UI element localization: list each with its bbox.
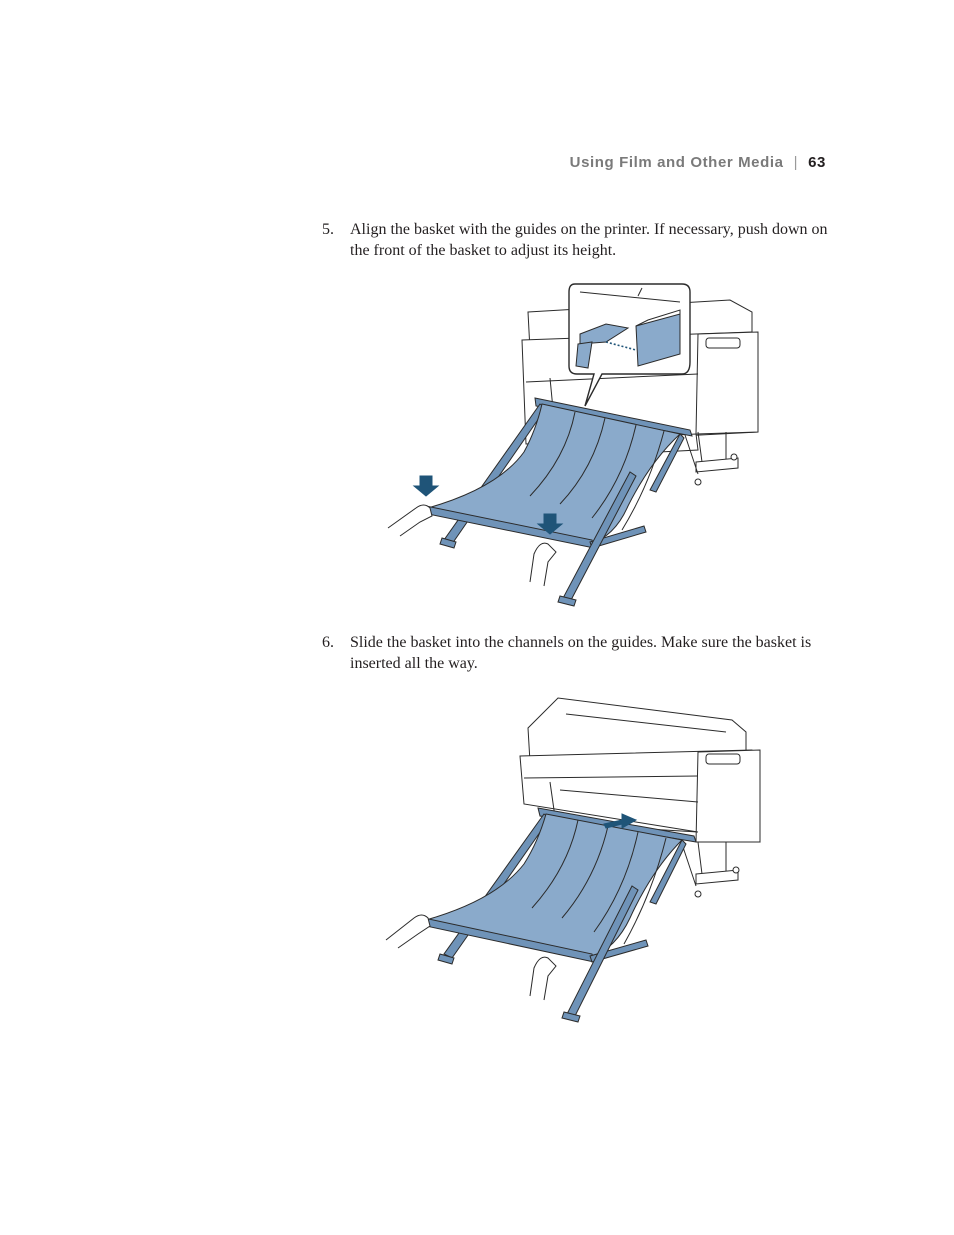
step-number: 6. — [322, 634, 334, 651]
running-header — [570, 154, 826, 171]
hand-right-icon — [530, 543, 556, 586]
header-separator: | — [793, 154, 799, 171]
step-6 — [322, 632, 830, 674]
hand-left-icon — [388, 505, 432, 536]
push-down-arrow-icon — [414, 476, 438, 496]
basket-insertion-illustration — [380, 692, 770, 1032]
section-title: Using Film and Other Media — [569, 154, 784, 171]
basket-alignment-illustration — [380, 282, 770, 612]
page-number: 63 — [808, 154, 826, 171]
step-5 — [322, 219, 830, 261]
step-text: Align the basket with the guides on the printer. If necessary, push down on the front of the basket to adjust its height. — [350, 221, 828, 259]
step-number: 5. — [322, 221, 334, 238]
hand-left-icon — [386, 915, 430, 948]
hand-right-icon — [530, 957, 556, 1000]
step-text: Slide the basket into the channels on the guides. Make sure the basket is inserted all the way. — [350, 634, 812, 672]
